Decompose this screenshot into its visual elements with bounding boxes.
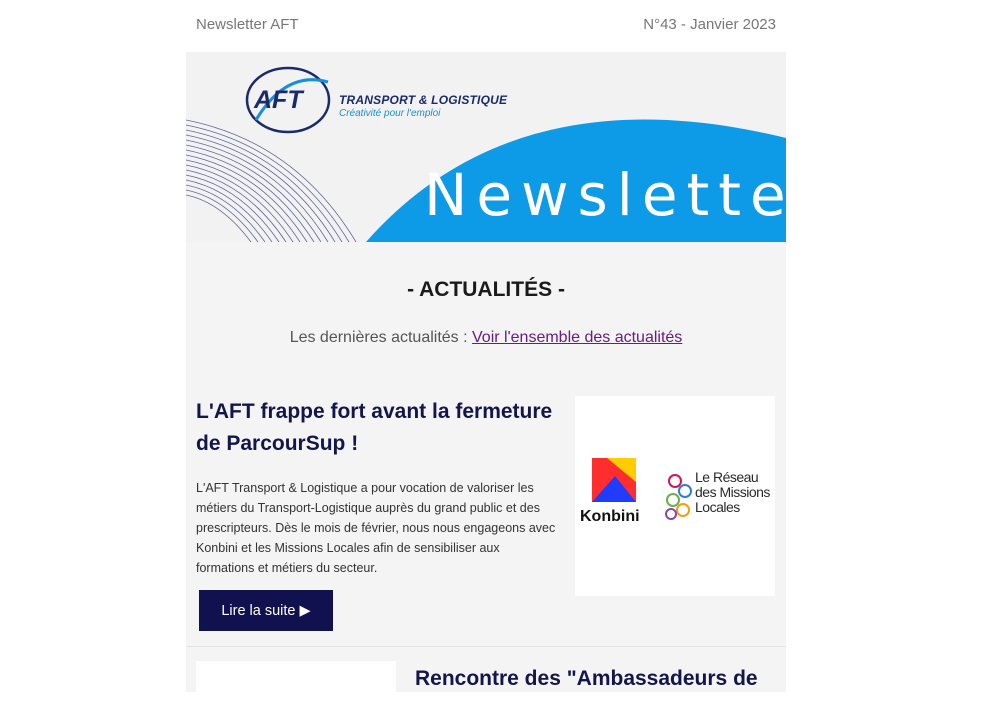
article-title[interactable]: L'AFT frappe fort avant la fermeture de ParcourSup !	[196, 400, 553, 455]
all-news-link[interactable]: Voir l'ensemble des actualités	[472, 329, 683, 346]
article-image[interactable]	[196, 661, 396, 701]
section-intro	[186, 329, 786, 347]
read-more-button[interactable]: Lire la suite ▶	[199, 590, 333, 631]
missions-locales-label: Le Réseau des Missions Locales	[695, 469, 770, 515]
logo-main-text: TRANSPORT & LOGISTIQUE	[339, 93, 508, 107]
konbini-label: Konbini	[580, 508, 640, 525]
article-title[interactable]: Rencontre des "Ambassadeurs de	[415, 667, 758, 690]
banner-title: Newsletter	[424, 161, 828, 229]
article-card	[186, 647, 786, 707]
preheader	[196, 16, 776, 38]
logo-tagline: Créativité pour l'emploi	[339, 108, 441, 119]
logo-text: AFT	[254, 86, 303, 114]
article-summary: L'AFT Transport & Logistique a pour vocation de valoriser les métiers du Transport-Logistique auprès du grand public et des prescripteurs. Dès le mois de février, nous nous engageons avec Konbini et les Missions Locales afin de sensibiliser aux formations et métiers du secteur.	[196, 481, 556, 575]
intro-text: Les dernières actualités :	[289, 329, 468, 346]
email-body	[186, 52, 828, 692]
newsletter-name: Newsletter AFT	[196, 16, 299, 33]
article-card	[186, 386, 786, 646]
article-image[interactable]	[575, 396, 775, 596]
issue-date: N°43 - Janvier 2023	[643, 16, 776, 33]
newsletter-banner	[186, 52, 828, 242]
section-title: - ACTUALITÉS -	[407, 278, 565, 301]
